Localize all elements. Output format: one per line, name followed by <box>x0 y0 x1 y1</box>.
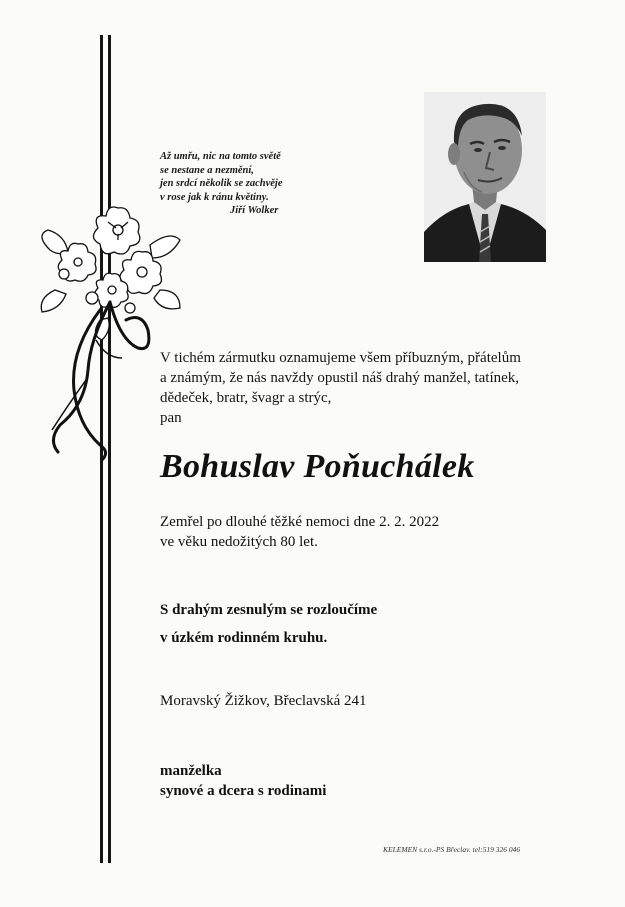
death-info <box>160 512 580 552</box>
deceased-name: Bohuslav Poňuchálek <box>160 448 475 485</box>
poem-quote <box>160 150 370 218</box>
mourner-line: synové a dcera s rodinami <box>160 783 327 799</box>
flower-bouquet-icon <box>30 190 190 490</box>
announcement-line: V tichém zármutku oznamujeme všem příbuzným, přátelům <box>160 350 521 366</box>
farewell-line: v úzkém rodinném kruhu. <box>160 630 328 646</box>
quote-line: v rose jak k ránu květiny. <box>160 191 269 203</box>
announcement-text <box>160 348 580 428</box>
death-info-line: ve věku nedožitých 80 let. <box>160 534 318 550</box>
death-info-line: Zemřel po dlouhé těžké nemoci dne 2. 2. 2022 <box>160 514 440 530</box>
funeral-service-footer: KELEMEN s.r.o.-PS Břeclav. tel:519 326 046 <box>383 845 521 854</box>
quote-line: jen srdcí několik se zachvěje <box>160 178 283 189</box>
portrait-photo <box>424 92 546 262</box>
announcement-line: a známým, že nás navždy opustil náš drahý manžel, tatínek, <box>160 370 520 386</box>
address: Moravský Žižkov, Břeclavská 241 <box>160 693 367 709</box>
farewell-line: S drahým zesnulým se rozloučíme <box>160 602 378 618</box>
quote-line: Až umřu, nic na tomto světě <box>160 151 281 162</box>
announcement-line: dědeček, bratr, švagr a strýc, <box>160 390 332 406</box>
quote-author: Jiří Wolker <box>230 205 279 216</box>
announcement-line: pan <box>160 410 182 426</box>
mourners <box>160 761 326 801</box>
farewell-text <box>160 596 580 652</box>
quote-line: se nestane a nezmění, <box>160 164 254 176</box>
mourner-line: manželka <box>160 763 222 779</box>
